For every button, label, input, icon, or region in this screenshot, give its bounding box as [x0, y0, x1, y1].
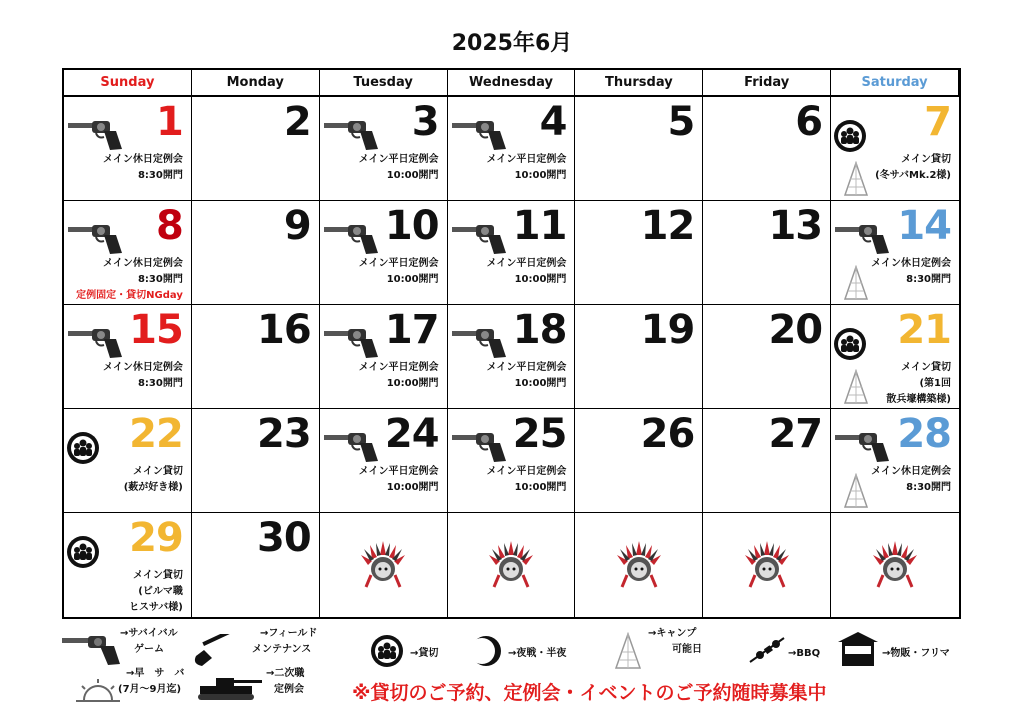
day-event — [359, 464, 439, 496]
day-cell — [448, 201, 576, 305]
legend-bbq: →BBQ — [788, 648, 821, 659]
event-line: メイン休日定例会 — [103, 362, 183, 373]
event-line: メイン休日定例会 — [103, 154, 183, 165]
legend-shop: →物販・フリマ — [882, 648, 950, 659]
legend-night: →夜戦・半夜 — [508, 648, 567, 659]
day-number: 24 — [384, 411, 439, 457]
day-event — [359, 152, 439, 184]
weekday-header: Saturday — [831, 70, 959, 97]
day-number: 28 — [897, 411, 951, 457]
event-line: メイン休日定例会 — [871, 258, 951, 269]
event-line: (薮が好き様) — [123, 482, 183, 493]
day-cell — [448, 513, 576, 617]
day-cell — [320, 305, 448, 409]
revolver-icon — [833, 221, 891, 255]
weekday-header: Wednesday — [448, 70, 576, 97]
event-line: 10:00開門 — [386, 378, 439, 389]
day-number: 20 — [768, 307, 823, 353]
revolver-icon — [450, 221, 508, 255]
event-line: メイン貸切 — [133, 466, 183, 477]
day-number: 8 — [156, 203, 183, 249]
event-line: 10:00開門 — [386, 170, 439, 181]
headdress-icon — [486, 539, 536, 589]
day-event — [487, 360, 567, 392]
day-cell — [320, 409, 448, 513]
day-cell — [192, 409, 320, 513]
day-number: 11 — [512, 203, 567, 249]
event-line: 10:00開門 — [386, 482, 439, 493]
day-cell — [448, 305, 576, 409]
revolver-icon — [66, 221, 124, 255]
day-number: 18 — [512, 307, 567, 353]
headdress-icon — [358, 539, 408, 589]
day-number: 14 — [897, 203, 951, 249]
day-number: 22 — [129, 411, 183, 457]
day-number: 6 — [795, 99, 823, 145]
day-event — [76, 256, 183, 304]
day-number: 3 — [411, 99, 439, 145]
calendar-grid — [62, 68, 961, 619]
event-note: 定例固定・貸切NGday — [76, 290, 183, 301]
event-line: メイン休日定例会 — [871, 466, 951, 477]
headdress-icon — [742, 539, 792, 589]
day-cell — [320, 201, 448, 305]
group-icon — [370, 634, 404, 668]
day-cell — [192, 513, 320, 617]
day-cell — [831, 201, 959, 305]
legend-field: →フィールド メンテナンス — [252, 628, 318, 655]
event-line: (冬サバMk.2様) — [875, 170, 951, 181]
event-line: メイン平日定例会 — [358, 154, 439, 165]
event-line: 8:30開門 — [137, 170, 183, 181]
event-line: (第1回 — [919, 378, 951, 389]
event-line: メイン平日定例会 — [358, 362, 439, 373]
day-cell — [192, 305, 320, 409]
day-cell — [64, 513, 192, 617]
day-cell — [64, 201, 192, 305]
legend-early: →早 サ バ (7月〜9月迄) — [118, 668, 185, 695]
day-event — [871, 256, 951, 288]
page-title: 2025年6月 — [451, 31, 573, 56]
revolver-icon — [322, 429, 380, 463]
tent-icon — [843, 161, 869, 197]
day-number: 7 — [924, 99, 951, 145]
day-cell — [703, 513, 831, 617]
legend — [60, 622, 964, 722]
event-line: メイン貸切 — [901, 362, 951, 373]
event-line: 10:00開門 — [514, 482, 567, 493]
legend-second: →二次職 定例会 — [266, 668, 305, 695]
revolver-icon — [66, 325, 124, 359]
day-number: 5 — [667, 99, 695, 145]
day-number: 2 — [283, 99, 311, 145]
day-cell — [320, 97, 448, 201]
revolver-icon — [450, 117, 508, 151]
revolver-icon — [322, 221, 380, 255]
weekday-header: Thursday — [575, 70, 703, 97]
tent-icon — [843, 473, 869, 509]
event-line: 10:00開門 — [514, 170, 567, 181]
event-line: 8:30開門 — [137, 274, 183, 285]
legend-camp: →キャンプ 可能日 — [648, 628, 702, 655]
skewer-icon — [748, 636, 786, 664]
tent-icon — [843, 369, 869, 405]
day-cell — [831, 305, 959, 409]
day-number: 13 — [768, 203, 823, 249]
day-number: 29 — [129, 515, 183, 561]
day-cell — [703, 409, 831, 513]
day-event — [487, 464, 567, 496]
day-cell — [575, 305, 703, 409]
day-event — [359, 256, 439, 288]
day-number: 4 — [539, 99, 567, 145]
weekday-header: Friday — [703, 70, 831, 97]
weekday-header: Sunday — [64, 70, 192, 97]
day-number: 26 — [640, 411, 695, 457]
revolver-icon — [60, 632, 122, 666]
day-cell — [448, 409, 576, 513]
day-event — [124, 464, 183, 496]
day-number: 30 — [257, 515, 311, 561]
group-icon — [66, 431, 100, 465]
shovel-icon — [190, 634, 250, 668]
tank-icon — [194, 676, 264, 702]
day-number: 10 — [384, 203, 439, 249]
event-line: 10:00開門 — [514, 378, 567, 389]
day-number: 23 — [257, 411, 311, 457]
revolver-icon — [66, 117, 124, 151]
day-cell — [575, 201, 703, 305]
day-cell — [703, 97, 831, 201]
event-line: メイン平日定例会 — [358, 466, 439, 477]
event-line: 10:00開門 — [514, 274, 567, 285]
day-number: 17 — [384, 307, 439, 353]
day-event — [103, 360, 183, 392]
event-line: メイン平日定例会 — [486, 362, 567, 373]
day-event — [886, 360, 951, 408]
day-event — [871, 464, 951, 496]
day-number: 25 — [512, 411, 567, 457]
revolver-icon — [450, 429, 508, 463]
day-cell — [320, 513, 448, 617]
group-icon — [66, 535, 100, 569]
event-line: 8:30開門 — [906, 274, 951, 285]
day-cell — [192, 97, 320, 201]
day-event — [875, 152, 951, 184]
group-icon — [833, 119, 867, 153]
day-event — [487, 152, 567, 184]
day-event — [359, 360, 439, 392]
day-cell — [448, 97, 576, 201]
day-cell — [575, 513, 703, 617]
tent-icon — [614, 632, 642, 670]
event-line: 散兵壕構築様) — [886, 394, 951, 405]
day-cell — [192, 201, 320, 305]
day-number: 19 — [640, 307, 695, 353]
day-cell — [64, 305, 192, 409]
day-cell — [703, 305, 831, 409]
weekday-header: Monday — [192, 70, 320, 97]
headdress-icon — [870, 539, 920, 589]
day-number: 16 — [257, 307, 311, 353]
day-cell — [64, 97, 192, 201]
event-line: メイン貸切 — [901, 154, 951, 165]
day-cell — [575, 97, 703, 201]
event-line: (ビルマ職 — [138, 586, 183, 597]
day-cell — [575, 409, 703, 513]
day-number: 21 — [897, 307, 951, 353]
revolver-icon — [322, 117, 380, 151]
day-cell — [64, 409, 192, 513]
group-icon — [833, 327, 867, 361]
event-line: メイン貸切 — [133, 570, 183, 581]
revolver-icon — [322, 325, 380, 359]
event-line: ヒスサバ様) — [129, 602, 183, 613]
event-line: 10:00開門 — [386, 274, 439, 285]
day-number: 9 — [283, 203, 311, 249]
day-number: 12 — [640, 203, 695, 249]
legend-charter: →貸切 — [410, 648, 439, 659]
event-line: 8:30開門 — [137, 378, 183, 389]
day-cell — [703, 201, 831, 305]
day-cell — [831, 97, 959, 201]
event-line: メイン平日定例会 — [358, 258, 439, 269]
tent-icon — [843, 265, 869, 301]
sunrise-icon — [74, 678, 122, 702]
event-line: メイン休日定例会 — [103, 258, 183, 269]
day-event — [129, 568, 183, 616]
event-line: メイン平日定例会 — [486, 466, 567, 477]
event-line: メイン平日定例会 — [486, 154, 567, 165]
day-number: 15 — [129, 307, 183, 353]
moon-icon — [470, 634, 504, 668]
day-event — [103, 152, 183, 184]
day-cell — [831, 513, 959, 617]
event-line: メイン平日定例会 — [486, 258, 567, 269]
reservation-message: ※貸切のご予約、定例会・イベントのご予約随時募集中 — [352, 682, 827, 704]
weekday-header: Tuesday — [320, 70, 448, 97]
shop-stall-icon — [836, 630, 880, 668]
legend-survival: →サバイバル ゲーム — [120, 628, 178, 655]
revolver-icon — [450, 325, 508, 359]
day-number: 1 — [156, 99, 183, 145]
event-line: 8:30開門 — [906, 482, 951, 493]
headdress-icon — [614, 539, 664, 589]
day-number: 27 — [768, 411, 823, 457]
day-event — [487, 256, 567, 288]
revolver-icon — [833, 429, 891, 463]
day-cell — [831, 409, 959, 513]
